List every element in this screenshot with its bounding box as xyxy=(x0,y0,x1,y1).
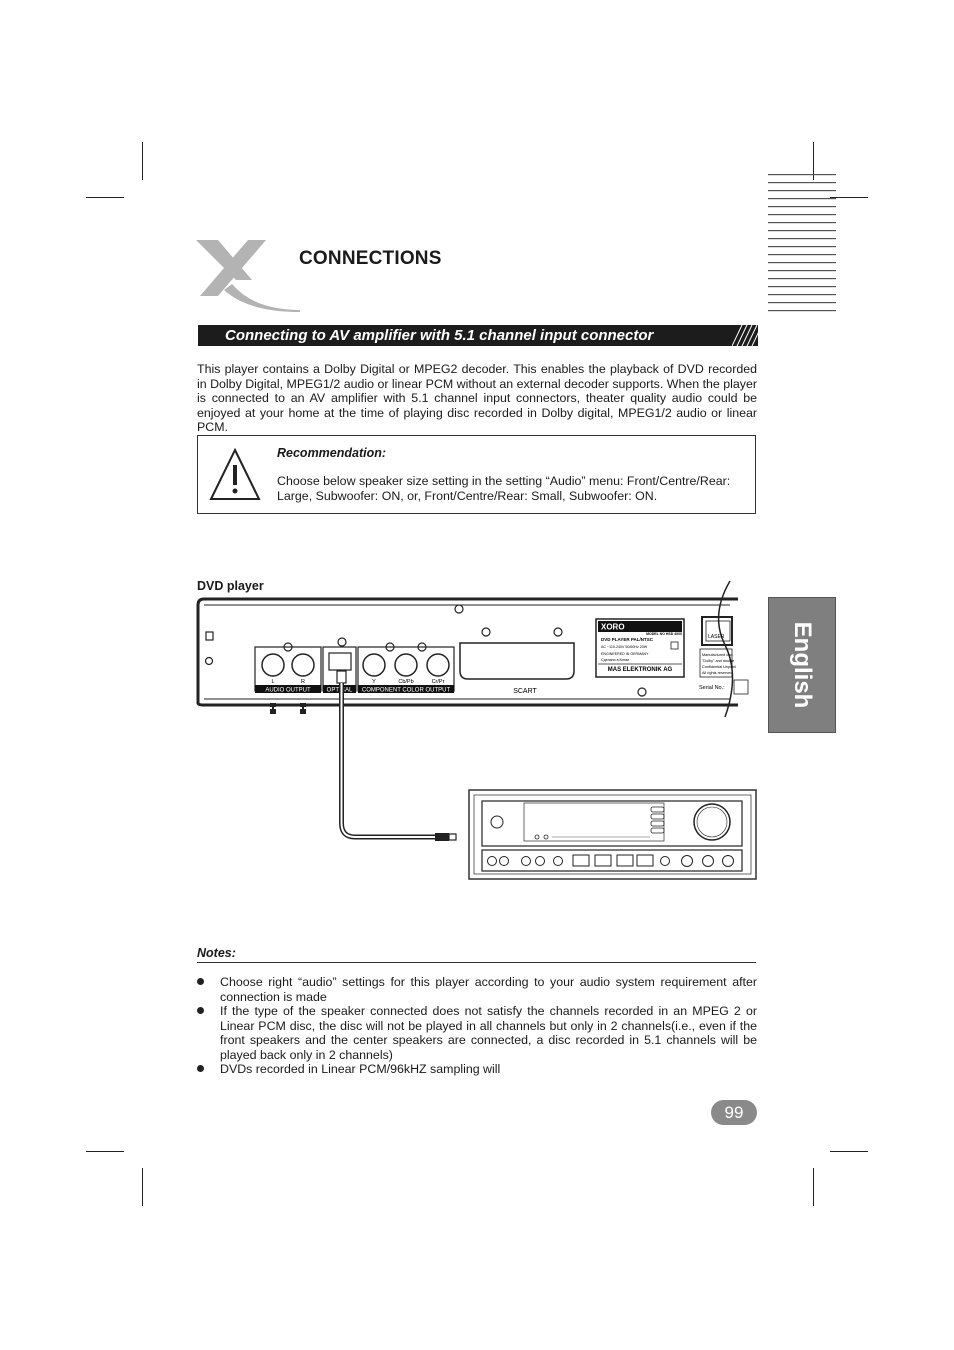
note-text: Choose right “audio” settings for this player according to your audio system requirement after connection is made xyxy=(220,975,757,1004)
crop-mark xyxy=(142,142,143,180)
y-label: Y xyxy=(372,679,376,685)
company-line: MAS ELEKTRONIK AG xyxy=(607,667,673,673)
dolby-line: Confidential Unpubli xyxy=(702,665,736,669)
bullet-icon xyxy=(197,1007,204,1014)
recommendation-title: Recommendation: xyxy=(277,446,387,460)
engineered-line: ENGINEERED IN GERMANY xyxy=(601,652,649,656)
dolby-line: Manufactured und xyxy=(702,653,733,657)
note-text: If the type of the speaker connected does not satisfy the channels recorded in an MPEG 2 or Linear PCM disc, the disc will not be played in all channels but only in 2 channels(i.e., even if the front speakers and the center speakers are connected, a disc recorded in 5.1 channels will be played back only in 2 channels) xyxy=(220,1004,757,1062)
dolby-line: "Dolby" and double xyxy=(702,659,735,663)
page-number: 99 xyxy=(711,1100,757,1125)
notes-divider xyxy=(197,962,756,963)
decorative-stripes xyxy=(768,174,836,314)
section-title: CONNECTIONS xyxy=(299,248,442,269)
serial-label: Serial No.: xyxy=(699,685,725,691)
banner-hatching xyxy=(732,325,760,346)
brand-label: XORO xyxy=(601,622,625,632)
banner-heading: Connecting to AV amplifier with 5.1 channel input connector xyxy=(198,325,758,346)
left-channel-label: L xyxy=(271,679,275,685)
component-output-label: COMPONENT COLOR OUTPUT xyxy=(361,687,451,694)
recommendation-text: Choose below speaker size setting in the setting “Audio” menu: Front/Centre/Rear: Large, Subwoofer: ON, or, Front/Centre/Rear: Small, Subwoofer: ON. xyxy=(277,474,731,503)
cbpb-label: Cb/Pb xyxy=(398,679,414,685)
dvd-player-label: DVD player xyxy=(197,579,264,593)
audio-output-label: AUDIO OUTPUT xyxy=(265,687,311,694)
list-item xyxy=(197,1004,757,1062)
optical-label: OPTICAL xyxy=(326,687,353,694)
laser-line: LASER xyxy=(708,634,725,640)
notes-title: Notes: xyxy=(197,946,236,960)
warning-icon xyxy=(209,447,261,502)
intro-paragraph: This player contains a Dolby Digital or MPEG2 decoder. This enables the playback of DVD recorded in Dolby Digital, MPEG1/2 audio or linear PCM without an external decoder supports. When the player is connected to an AV amplifier with 5.1 channel input connectors, theater quality audio could be enjoyed at your home at the time of playing disc recorded in Dolby digital, MPEG1/2 audio or linear PCM. xyxy=(197,362,757,435)
scart-label: SCART xyxy=(513,688,537,695)
crop-mark xyxy=(86,1151,124,1152)
crop-mark xyxy=(813,1168,814,1206)
model-line: MODEL NO HSD 4000 xyxy=(646,632,682,636)
crop-mark xyxy=(86,197,124,198)
crop-mark xyxy=(142,1168,143,1206)
list-item xyxy=(197,975,757,1004)
language-tab xyxy=(768,597,836,733)
power-line: AC ~110-240V 50/60Hz 20W xyxy=(601,645,648,649)
note-text: DVDs recorded in Linear PCM/96kHZ sampling will xyxy=(220,1062,501,1076)
crop-mark xyxy=(830,1151,868,1152)
right-channel-label: R xyxy=(301,679,305,685)
player-line: DVD PLAYER PAL/NTSC xyxy=(601,637,654,642)
dolby-line: All rights reserved. xyxy=(702,671,734,675)
connection-diagram xyxy=(190,575,765,885)
bullet-icon xyxy=(197,1065,204,1072)
crpr-label: Cr/Pr xyxy=(431,679,445,685)
made-line: Сделано в Китае xyxy=(601,658,630,662)
list-item xyxy=(197,1062,757,1077)
bullet-icon xyxy=(197,978,204,985)
notes-list xyxy=(197,975,757,1077)
brand-x-logo xyxy=(196,240,302,312)
language-tab-label: English xyxy=(789,621,816,709)
